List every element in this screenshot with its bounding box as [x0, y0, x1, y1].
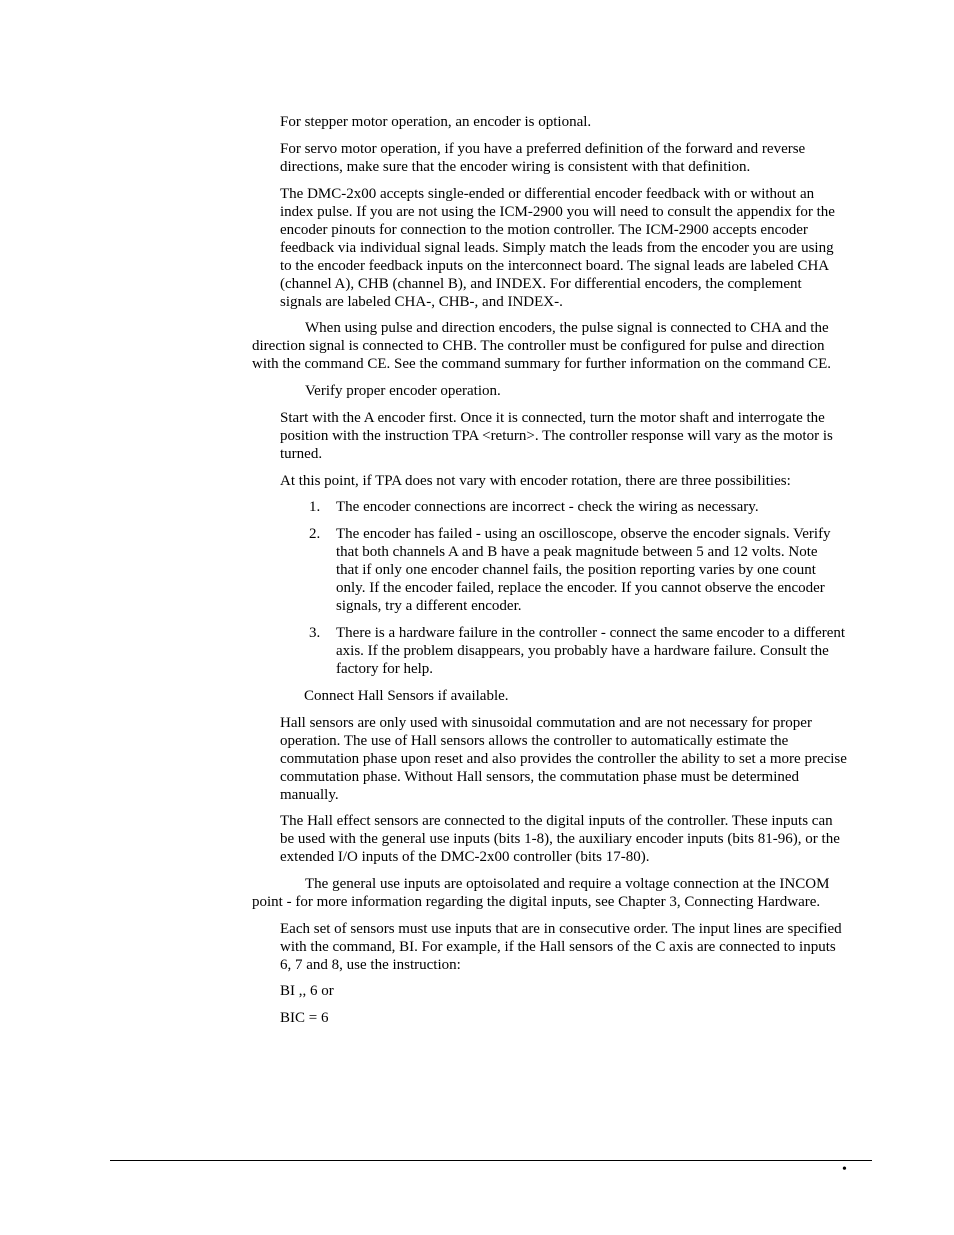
paragraph-start-with-a	[280, 409, 833, 463]
step-heading-verify-encoder	[305, 382, 501, 400]
code-example-bi	[280, 982, 334, 1000]
text-line: When using pulse and direction encoders, the pulse signal is connected to CHA and the	[305, 320, 829, 336]
text-line: signals, try a different encoder.	[336, 598, 522, 614]
text-line: The Hall effect sensors are connected to the digital inputs of the controller. These inputs can	[280, 813, 833, 829]
text-line: 6, 7 and 8, use the instruction:	[280, 957, 461, 973]
text-line: point - for more information regarding the digital inputs, see Chapter 3, Connecting Hardware.	[252, 894, 821, 910]
text-line: The general use inputs are optoisolated and require a voltage connection at the INCOM	[305, 876, 830, 892]
paragraph-pulse-direction	[252, 319, 831, 373]
text-line: manually.	[280, 787, 339, 803]
footer-bullet: •	[842, 1162, 847, 1177]
paragraph-hall-sensors-usage	[280, 714, 847, 804]
text-line: factory for help.	[336, 661, 434, 677]
text-line: directions, make sure that the encoder wiring is consistent with that definition.	[280, 159, 751, 175]
paragraph-possibilities	[280, 472, 791, 490]
paragraph-encoder-feedback	[280, 185, 835, 311]
text-line: BI ,, 6 or	[280, 983, 334, 999]
text-line: with the command, BI. For example, if the Hall sensors of the C axis are connected to inputs	[280, 939, 836, 955]
list-number: 3.	[309, 625, 321, 641]
text-line: commutation phase. Without Hall sensors, the commutation phase must be determined	[280, 769, 800, 785]
text-line: BIC = 6	[280, 1010, 329, 1026]
text-line: commutation phase upon reset and also provides the controller the ability to set a more precise	[280, 751, 847, 767]
text-line: that both channels A and B have a peak magnitude between 5 and 12 volts. Note	[336, 544, 818, 560]
text-line: index pulse. If you are not using the ICM-2900 you will need to consult the appendix for the	[280, 204, 835, 220]
list-number: 2.	[309, 526, 321, 542]
text-line: position with the instruction TPA <return>. The controller response will vary as the motor is	[280, 428, 833, 444]
text-line: The DMC-2x00 accepts single-ended or differential encoder feedback with or without an	[280, 186, 815, 202]
text-line: (channel A), CHB (channel B), and INDEX. For differential encoders, the complement	[280, 276, 802, 292]
text-line: Verify proper encoder operation.	[305, 383, 501, 399]
text-line: direction signal is connected to CHB. The controller must be configured for pulse and direction	[252, 338, 825, 354]
step-heading-hall-sensors	[304, 687, 509, 705]
text-line: Connect Hall Sensors if available.	[304, 688, 509, 704]
text-line: operation. The use of Hall sensors allows the controller to automatically estimate the	[280, 733, 789, 749]
text-line: For stepper motor operation, an encoder is optional.	[280, 114, 592, 130]
text-line: Each set of sensors must use inputs that are in consecutive order. The input lines are specified	[280, 921, 842, 937]
text-line: turned.	[280, 446, 323, 462]
text-line: that if only one encoder channel fails, the position reporting varies by one count	[336, 562, 816, 578]
text-line: only. If the encoder failed, replace the encoder. If you cannot observe the encoder	[336, 580, 825, 596]
paragraph-optoisolated	[252, 875, 829, 911]
text-line: feedback via individual signal leads. Simply match the leads from the encoder you are using	[280, 240, 834, 256]
text-line: with the command CE. See the command summary for further information on the command CE.	[252, 356, 832, 372]
text-line: extended I/O inputs of the DMC-2x00 controller (bits 17-80).	[280, 849, 650, 865]
paragraph-stepper	[280, 113, 591, 131]
text-line: The encoder has failed - using an oscilloscope, observe the encoder signals. Verify	[336, 526, 831, 542]
text-line: At this point, if TPA does not vary with encoder rotation, there are three possibilities:	[280, 473, 791, 489]
text-line: There is a hardware failure in the controller - connect the same encoder to a different	[336, 625, 846, 641]
paragraph-hall-effect-inputs	[280, 812, 840, 866]
text-line: The encoder connections are incorrect - check the wiring as necessary.	[336, 499, 759, 515]
footer-rule	[110, 1160, 872, 1161]
text-line: Start with the A encoder first. Once it is connected, turn the motor shaft and interrogate the	[280, 410, 825, 426]
text-line: Hall sensors are only used with sinusoidal commutation and are not necessary for proper	[280, 715, 812, 731]
list-number: 1.	[309, 499, 321, 515]
text-line: signals are labeled CHA-, CHB-, and INDEX-.	[280, 294, 563, 310]
text-line: be used with the general use inputs (bits 1-8), the auxiliary encoder inputs (bits 81-96), or the	[280, 831, 840, 847]
text-line: For servo motor operation, if you have a preferred definition of the forward and reverse	[280, 141, 806, 157]
paragraph-consecutive-order	[280, 920, 842, 974]
text-line: encoder pinouts for connection to the motion controller. The ICM-2900 accepts encoder	[280, 222, 808, 238]
paragraph-servo	[280, 140, 805, 176]
code-example-bic	[280, 1009, 328, 1027]
text-line: axis. If the problem disappears, you probably have a hardware failure. Consult the	[336, 643, 829, 659]
text-line: to the encoder feedback inputs on the interconnect board. The signal leads are labeled CHA	[280, 258, 830, 274]
